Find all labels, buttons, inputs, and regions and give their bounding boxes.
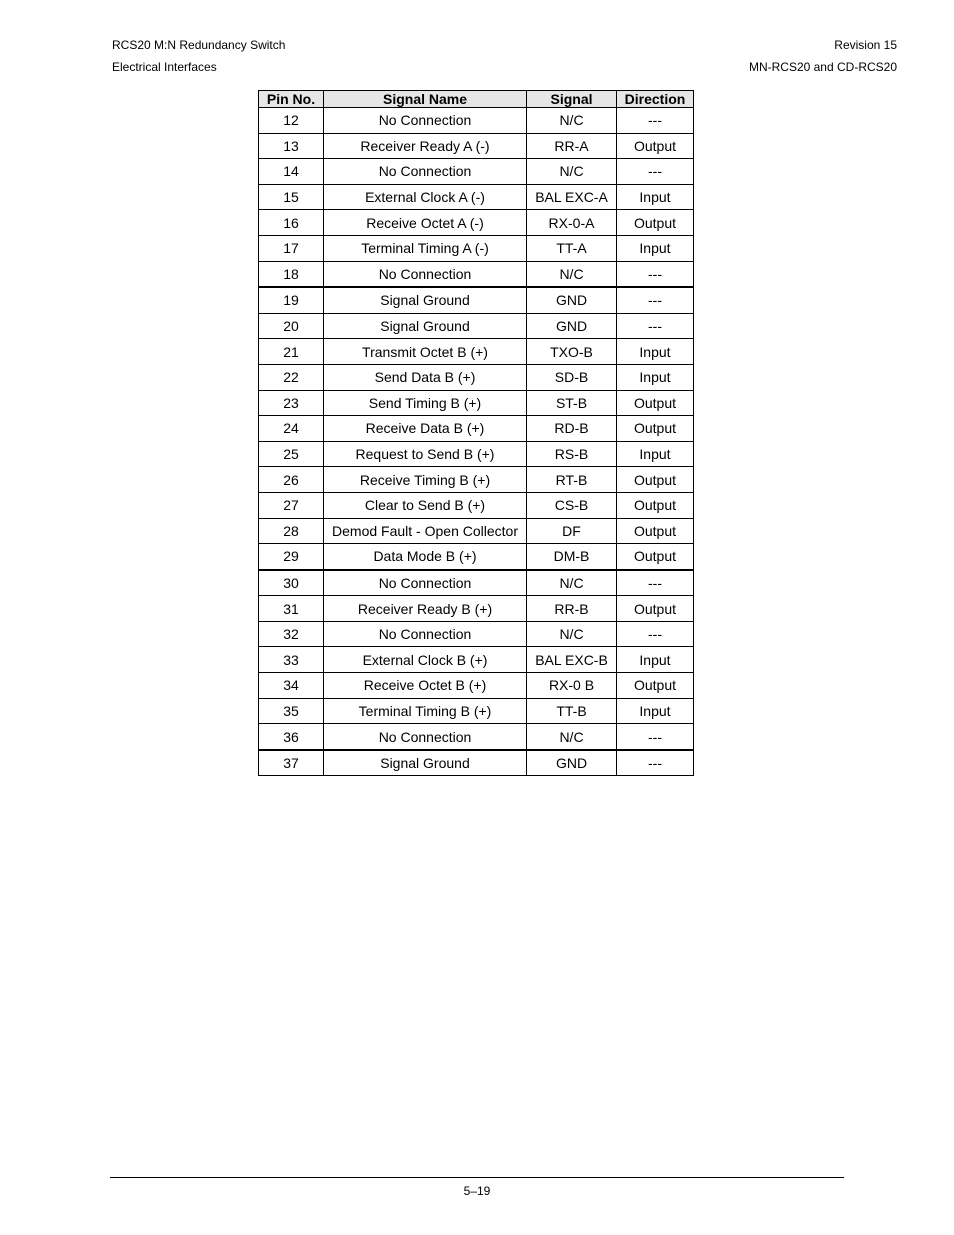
signal-name-cell: Receiver Ready B (+) bbox=[324, 596, 527, 622]
signal-name-cell: Signal Ground bbox=[324, 750, 527, 776]
signal-cell: N/C bbox=[527, 261, 617, 287]
table-row bbox=[259, 108, 694, 134]
pin-number-cell: 32 bbox=[259, 621, 324, 647]
signal-cell: N/C bbox=[527, 570, 617, 596]
direction-cell: Input bbox=[617, 184, 694, 210]
signal-cell: N/C bbox=[527, 108, 617, 134]
direction-cell: Output bbox=[617, 210, 694, 236]
table-row bbox=[259, 133, 694, 159]
direction-cell: Output bbox=[617, 390, 694, 416]
table-row bbox=[259, 159, 694, 185]
signal-cell: RR-A bbox=[527, 133, 617, 159]
direction-cell: --- bbox=[617, 313, 694, 339]
signal-cell: BAL EXC-A bbox=[527, 184, 617, 210]
direction-cell: --- bbox=[617, 261, 694, 287]
direction-cell: Output bbox=[617, 133, 694, 159]
pin-number-cell: 34 bbox=[259, 673, 324, 699]
direction-cell: --- bbox=[617, 159, 694, 185]
signal-cell: N/C bbox=[527, 159, 617, 185]
signal-cell: TXO-B bbox=[527, 339, 617, 365]
column-header-direction: Direction bbox=[617, 91, 694, 108]
signal-cell: RX-0-A bbox=[527, 210, 617, 236]
signal-cell: RT-B bbox=[527, 467, 617, 493]
pin-number-cell: 29 bbox=[259, 544, 324, 570]
table-row bbox=[259, 621, 694, 647]
signal-cell: DM-B bbox=[527, 544, 617, 570]
table-row bbox=[259, 724, 694, 750]
pin-number-cell: 16 bbox=[259, 210, 324, 236]
direction-cell: --- bbox=[617, 750, 694, 776]
signal-cell: GND bbox=[527, 313, 617, 339]
direction-cell: Output bbox=[617, 673, 694, 699]
header-revision: Revision 15 bbox=[834, 38, 897, 52]
pin-number-cell: 22 bbox=[259, 364, 324, 390]
signal-cell: GND bbox=[527, 287, 617, 313]
direction-cell: Input bbox=[617, 339, 694, 365]
pin-number-cell: 17 bbox=[259, 235, 324, 261]
signal-cell: N/C bbox=[527, 621, 617, 647]
column-header-signal-name: Signal Name bbox=[324, 91, 527, 108]
signal-name-cell: Terminal Timing B (+) bbox=[324, 698, 527, 724]
table-row bbox=[259, 313, 694, 339]
table-row bbox=[259, 467, 694, 493]
pin-number-cell: 23 bbox=[259, 390, 324, 416]
pin-number-cell: 30 bbox=[259, 570, 324, 596]
column-header-pin-no: Pin No. bbox=[259, 91, 324, 108]
signal-name-cell: Clear to Send B (+) bbox=[324, 492, 527, 518]
pin-number-cell: 26 bbox=[259, 467, 324, 493]
direction-cell: Output bbox=[617, 544, 694, 570]
signal-name-cell: No Connection bbox=[324, 570, 527, 596]
signal-cell: RX-0 B bbox=[527, 673, 617, 699]
table-row bbox=[259, 518, 694, 544]
table-row bbox=[259, 364, 694, 390]
pin-number-cell: 19 bbox=[259, 287, 324, 313]
table-row bbox=[259, 544, 694, 570]
signal-cell: RD-B bbox=[527, 416, 617, 442]
pin-number-cell: 24 bbox=[259, 416, 324, 442]
direction-cell: Output bbox=[617, 492, 694, 518]
direction-cell: Input bbox=[617, 235, 694, 261]
footer-divider bbox=[110, 1177, 844, 1178]
signal-name-cell: Data Mode B (+) bbox=[324, 544, 527, 570]
table-header-row bbox=[259, 91, 694, 108]
direction-cell: --- bbox=[617, 621, 694, 647]
direction-cell: --- bbox=[617, 108, 694, 134]
table-row bbox=[259, 673, 694, 699]
signal-cell: RR-B bbox=[527, 596, 617, 622]
direction-cell: Output bbox=[617, 518, 694, 544]
direction-cell: --- bbox=[617, 570, 694, 596]
signal-name-cell: Transmit Octet B (+) bbox=[324, 339, 527, 365]
signal-name-cell: Receiver Ready A (-) bbox=[324, 133, 527, 159]
direction-cell: Input bbox=[617, 364, 694, 390]
table-row bbox=[259, 416, 694, 442]
signal-name-cell: No Connection bbox=[324, 159, 527, 185]
table-row bbox=[259, 235, 694, 261]
direction-cell: Input bbox=[617, 441, 694, 467]
signal-name-cell: External Clock A (-) bbox=[324, 184, 527, 210]
signal-name-cell: External Clock B (+) bbox=[324, 647, 527, 673]
pin-number-cell: 21 bbox=[259, 339, 324, 365]
table-row bbox=[259, 261, 694, 287]
direction-cell: Output bbox=[617, 596, 694, 622]
signal-name-cell: Send Data B (+) bbox=[324, 364, 527, 390]
signal-cell: N/C bbox=[527, 724, 617, 750]
signal-name-cell: Request to Send B (+) bbox=[324, 441, 527, 467]
pin-number-cell: 35 bbox=[259, 698, 324, 724]
pin-number-cell: 14 bbox=[259, 159, 324, 185]
table-row bbox=[259, 390, 694, 416]
signal-name-cell: Receive Timing B (+) bbox=[324, 467, 527, 493]
direction-cell: Input bbox=[617, 698, 694, 724]
page-number: 5–19 bbox=[463, 1184, 491, 1198]
table-row bbox=[259, 339, 694, 365]
signal-name-cell: Receive Data B (+) bbox=[324, 416, 527, 442]
signal-name-cell: Receive Octet B (+) bbox=[324, 673, 527, 699]
direction-cell: --- bbox=[617, 724, 694, 750]
signal-cell: TT-B bbox=[527, 698, 617, 724]
signal-name-cell: Receive Octet A (-) bbox=[324, 210, 527, 236]
direction-cell: Output bbox=[617, 467, 694, 493]
direction-cell: --- bbox=[617, 287, 694, 313]
table-row bbox=[259, 210, 694, 236]
signal-name-cell: No Connection bbox=[324, 261, 527, 287]
pin-number-cell: 13 bbox=[259, 133, 324, 159]
header-product-title: RCS20 M:N Redundancy Switch bbox=[112, 38, 286, 52]
signal-cell: DF bbox=[527, 518, 617, 544]
pin-number-cell: 15 bbox=[259, 184, 324, 210]
signal-name-cell: Signal Ground bbox=[324, 313, 527, 339]
signal-name-cell: No Connection bbox=[324, 621, 527, 647]
table-row bbox=[259, 596, 694, 622]
table-row bbox=[259, 492, 694, 518]
pin-number-cell: 27 bbox=[259, 492, 324, 518]
signal-name-cell: Signal Ground bbox=[324, 287, 527, 313]
signal-cell: BAL EXC-B bbox=[527, 647, 617, 673]
signal-cell: GND bbox=[527, 750, 617, 776]
pin-number-cell: 33 bbox=[259, 647, 324, 673]
table-row bbox=[259, 184, 694, 210]
table-row bbox=[259, 750, 694, 776]
signal-cell: CS-B bbox=[527, 492, 617, 518]
signal-name-cell: No Connection bbox=[324, 724, 527, 750]
table-row bbox=[259, 647, 694, 673]
signal-cell: RS-B bbox=[527, 441, 617, 467]
signal-name-cell: Send Timing B (+) bbox=[324, 390, 527, 416]
table-row bbox=[259, 287, 694, 313]
pin-number-cell: 37 bbox=[259, 750, 324, 776]
table-body bbox=[259, 108, 694, 776]
pin-number-cell: 36 bbox=[259, 724, 324, 750]
header-manual-number: MN-RCS20 and CD-RCS20 bbox=[748, 60, 897, 74]
signal-cell: ST-B bbox=[527, 390, 617, 416]
signal-name-cell: No Connection bbox=[324, 108, 527, 134]
table-row bbox=[259, 570, 694, 596]
pin-number-cell: 20 bbox=[259, 313, 324, 339]
pinout-table bbox=[258, 90, 694, 776]
pin-number-cell: 28 bbox=[259, 518, 324, 544]
pin-number-cell: 31 bbox=[259, 596, 324, 622]
pin-number-cell: 25 bbox=[259, 441, 324, 467]
signal-name-cell: Demod Fault - Open Collector bbox=[324, 518, 527, 544]
header-section-title: Electrical Interfaces bbox=[112, 60, 217, 74]
column-header-signal: Signal bbox=[527, 91, 617, 108]
table-row bbox=[259, 698, 694, 724]
signal-cell: SD-B bbox=[527, 364, 617, 390]
pin-number-cell: 18 bbox=[259, 261, 324, 287]
direction-cell: Input bbox=[617, 647, 694, 673]
direction-cell: Output bbox=[617, 416, 694, 442]
signal-name-cell: Terminal Timing A (-) bbox=[324, 235, 527, 261]
pin-number-cell: 12 bbox=[259, 108, 324, 134]
table-row bbox=[259, 441, 694, 467]
signal-cell: TT-A bbox=[527, 235, 617, 261]
